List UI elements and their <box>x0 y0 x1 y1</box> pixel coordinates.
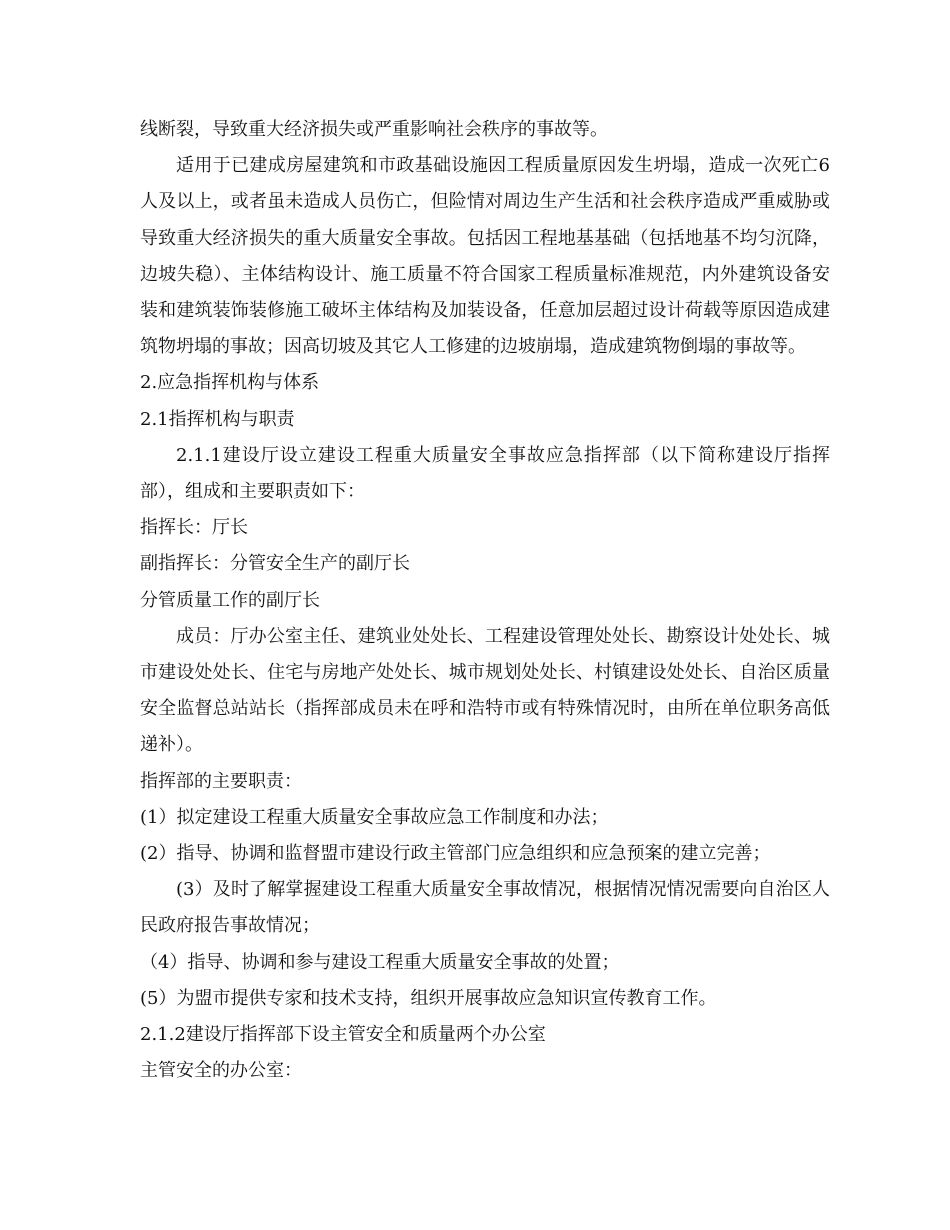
heading-section-2: 2.应急指挥机构与体系 <box>140 372 320 394</box>
duty-item-2: (2）指导、协调和监督盟市建设行政主管部门应急组织和应急预案的建立完善； <box>140 843 771 865</box>
deputy-commander-line: 副指挥长：分管安全生产的副厅长 <box>140 553 410 575</box>
duties-title: 指挥部的主要职责： <box>140 770 302 792</box>
deputy-quality-line: 分管质量工作的副厅长 <box>140 589 320 611</box>
duty-item-5: (5）为盟市提供专家和技术支持，组织开展事故应急知识宣传教育工作。 <box>140 987 717 1009</box>
paragraph-scope: 适用于已建成房屋建筑和市政基础设施因工程质量原因发生坍塌，造成一次死亡6人及以上，或者虽未造成人员伤亡，但险情对周边生产生活和社会秩序造成严重威胁或导致重大经济损失的重大质量安全事故。包括因工程地基基础（包括地基不均匀沉降，边坡失稳）、主体结构设计、施工质量不符合国家工程质量标准规范，内外建筑设备安装和建筑装饰装修施工破坏主体结构及加装设备，任意加层超过设计荷载等原因造成建筑物坍塌的事故；因高切坡及其它人工修建的边坡崩塌，造成建筑物倒塌的事故等。 <box>140 155 830 358</box>
duty-item-1: (1）拟定建设工程重大质量安全事故应急工作制度和办法； <box>140 806 609 828</box>
commander-line: 指挥长：厅长 <box>140 517 248 539</box>
heading-section-2-1: 2.1指挥机构与职责 <box>140 408 295 430</box>
document-body <box>140 112 830 1089</box>
paragraph-continuation: 线断裂，导致重大经济损失或严重影响社会秩序的事故等。 <box>140 119 608 140</box>
safety-office-line: 主管安全的办公室： <box>140 1060 302 1082</box>
paragraph-2-1-1: 2.1.1建设厅设立建设工程重大质量安全事故应急指挥部（以下简称建设厅指挥部），组成和主要职责如下： <box>140 444 830 503</box>
paragraph-2-1-2: 2.1.2建设厅指挥部下设主管安全和质量两个办公室 <box>140 1024 546 1046</box>
duty-item-4: （4）指导、协调和参与建设工程重大质量安全事故的处置； <box>140 951 620 973</box>
members-paragraph: 成员：厅办公室主任、建筑业处处长、工程建设管理处处长、勘察设计处处长、城市建设处处长、住宅与房地产处处长、城市规划处处长、村镇建设处处长、自治区质量安全监督总站站长（指挥部成员未在呼和浩特市或有特殊情况时，由所在单位职务高低递补）。 <box>140 625 830 756</box>
duty-item-3: (3）及时了解掌握建设工程重大质量安全事故情况，根据情况情况需要向自治区人民政府报告事故情况； <box>140 879 830 937</box>
